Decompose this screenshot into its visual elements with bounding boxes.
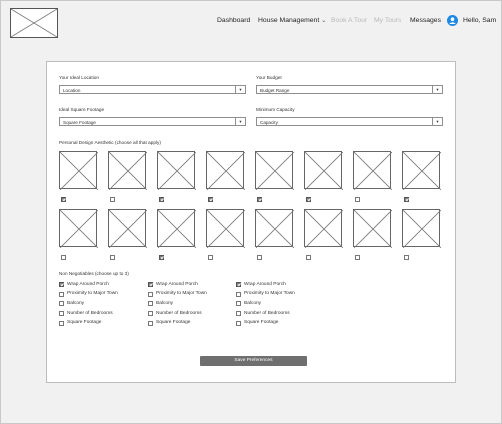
aesthetic-checkbox[interactable] — [306, 197, 311, 202]
aesthetic-checkbox[interactable] — [404, 197, 409, 202]
aesthetic-checkbox[interactable] — [355, 197, 360, 202]
image-placeholder-icon — [354, 152, 392, 190]
user-greeting[interactable]: Hello, Sam — [463, 17, 497, 24]
nav-dashboard[interactable]: Dashboard — [217, 17, 251, 24]
capacity-select[interactable] — [256, 117, 443, 126]
non-negotiable-checkbox[interactable] — [236, 301, 241, 306]
non-negotiable-option-label: Number of Bedrooms — [67, 310, 113, 316]
aesthetic-image[interactable] — [108, 151, 146, 189]
aesthetic-checkbox[interactable] — [208, 255, 213, 260]
image-placeholder-icon — [207, 210, 245, 248]
non-negotiable-option-label: Wrap Around Porch — [244, 281, 286, 287]
nav-house-management[interactable] — [258, 17, 326, 24]
dropdown-arrow-icon: ▾ — [235, 86, 245, 93]
non-negotiable-option-label: Wrap Around Porch — [67, 281, 109, 287]
aesthetic-checkbox[interactable] — [306, 255, 311, 260]
image-placeholder-icon — [305, 210, 343, 248]
image-placeholder-icon — [109, 210, 147, 248]
user-avatar-icon[interactable] — [447, 15, 458, 26]
non-negotiable-checkbox[interactable] — [236, 282, 241, 287]
non-negotiable-checkbox[interactable] — [148, 321, 153, 326]
dropdown-arrow-icon: ▾ — [432, 118, 442, 125]
nav-house-management-label: House Management — [258, 17, 320, 24]
non-negotiable-option-label: Square Footage — [67, 320, 102, 326]
aesthetic-checkbox[interactable] — [208, 197, 213, 202]
location-select[interactable] — [59, 85, 246, 94]
non-negotiable-checkbox[interactable] — [148, 292, 153, 297]
aesthetic-checkbox[interactable] — [404, 255, 409, 260]
image-placeholder-icon — [158, 152, 196, 190]
non-negotiable-option-label: Square Footage — [156, 320, 191, 326]
aesthetic-image[interactable] — [353, 209, 391, 247]
aesthetic-checkbox[interactable] — [159, 255, 164, 260]
aesthetic-checkbox[interactable] — [110, 255, 115, 260]
non-negotiable-checkbox[interactable] — [148, 282, 153, 287]
capacity-select-value: Capacity — [260, 119, 278, 125]
non-negotiable-option-label: Balcony — [244, 300, 262, 306]
non-negotiable-checkbox[interactable] — [236, 311, 241, 316]
image-placeholder-icon — [60, 152, 98, 190]
non-negotiable-checkbox[interactable] — [59, 321, 64, 326]
image-placeholder-icon — [11, 9, 57, 37]
image-placeholder-icon — [109, 152, 147, 190]
non-negotiable-option-label: Square Footage — [244, 320, 279, 326]
budget-select-value: Budget Range — [260, 87, 290, 93]
non-negotiable-checkbox[interactable] — [59, 282, 64, 287]
non-negotiable-option-label: Number of Bedrooms — [244, 310, 290, 316]
nav-book-a-tour[interactable]: Book A Tour — [331, 17, 368, 24]
non-negotiable-option-label: Balcony — [67, 300, 85, 306]
aesthetic-image[interactable] — [59, 209, 97, 247]
aesthetic-checkbox[interactable] — [61, 197, 66, 202]
aesthetic-checkbox[interactable] — [61, 255, 66, 260]
nav-messages[interactable]: Messages — [410, 17, 441, 24]
image-placeholder-icon — [305, 152, 343, 190]
non-negotiable-option-label: Wrap Around Porch — [156, 281, 198, 287]
logo-placeholder-image[interactable] — [10, 8, 58, 38]
aesthetic-label: Personal Design Aesthetic (choose all that apply) — [59, 140, 161, 145]
non-negotiable-checkbox[interactable] — [59, 292, 64, 297]
non-negotiable-checkbox[interactable] — [236, 292, 241, 297]
non-negotiable-option-label: Proximity to Major Town — [156, 291, 207, 297]
location-label: Your Ideal Location — [59, 75, 99, 80]
budget-label: Your Budget — [256, 75, 282, 80]
non-negotiable-option-label: Proximity to Major Town — [67, 291, 118, 297]
non-negotiable-checkbox[interactable] — [59, 301, 64, 306]
aesthetic-image[interactable] — [59, 151, 97, 189]
aesthetic-image[interactable] — [402, 151, 440, 189]
image-placeholder-icon — [403, 210, 441, 248]
image-placeholder-icon — [403, 152, 441, 190]
chevron-down-icon: ⌄ — [321, 18, 327, 24]
preferences-panel — [46, 61, 456, 383]
capacity-label: Minimum Capacity — [256, 107, 295, 112]
location-select-value: Location — [63, 87, 81, 93]
non-negotiable-option-label: Number of Bedrooms — [156, 310, 202, 316]
image-placeholder-icon — [158, 210, 196, 248]
aesthetic-image[interactable] — [255, 151, 293, 189]
aesthetic-checkbox[interactable] — [355, 255, 360, 260]
aesthetic-image[interactable] — [157, 151, 195, 189]
dropdown-arrow-icon: ▾ — [235, 118, 245, 125]
aesthetic-image[interactable] — [206, 151, 244, 189]
dropdown-arrow-icon: ▾ — [432, 86, 442, 93]
image-placeholder-icon — [207, 152, 245, 190]
aesthetic-image[interactable] — [353, 151, 391, 189]
aesthetic-image[interactable] — [206, 209, 244, 247]
aesthetic-image[interactable] — [108, 209, 146, 247]
non-negotiables-label: Non Negotiables (choose up to 3) — [59, 271, 129, 276]
image-placeholder-icon — [354, 210, 392, 248]
image-placeholder-icon — [60, 210, 98, 248]
sqft-select[interactable] — [59, 117, 246, 126]
nav-my-tours[interactable]: My Tours — [374, 17, 402, 24]
budget-select[interactable] — [256, 85, 443, 94]
image-placeholder-icon — [256, 152, 294, 190]
non-negotiable-option-label: Proximity to Major Town — [244, 291, 295, 297]
aesthetic-image[interactable] — [402, 209, 440, 247]
aesthetic-checkbox[interactable] — [110, 197, 115, 202]
image-placeholder-icon — [256, 210, 294, 248]
aesthetic-checkbox[interactable] — [159, 197, 164, 202]
non-negotiable-checkbox[interactable] — [59, 311, 64, 316]
non-negotiable-checkbox[interactable] — [236, 321, 241, 326]
sqft-label: Ideal Square Footage — [59, 107, 105, 112]
non-negotiable-checkbox[interactable] — [148, 301, 153, 306]
non-negotiable-option-label: Balcony — [156, 300, 174, 306]
user-icon — [447, 15, 458, 26]
aesthetic-checkbox[interactable] — [257, 255, 262, 260]
aesthetic-image[interactable] — [304, 151, 342, 189]
aesthetic-checkbox[interactable] — [257, 197, 262, 202]
save-preferences-button[interactable]: Save Preferences — [200, 356, 307, 366]
non-negotiable-checkbox[interactable] — [148, 311, 153, 316]
aesthetic-image[interactable] — [255, 209, 293, 247]
aesthetic-image[interactable] — [304, 209, 342, 247]
sqft-select-value: Square Footage — [63, 119, 96, 125]
aesthetic-image[interactable] — [157, 209, 195, 247]
